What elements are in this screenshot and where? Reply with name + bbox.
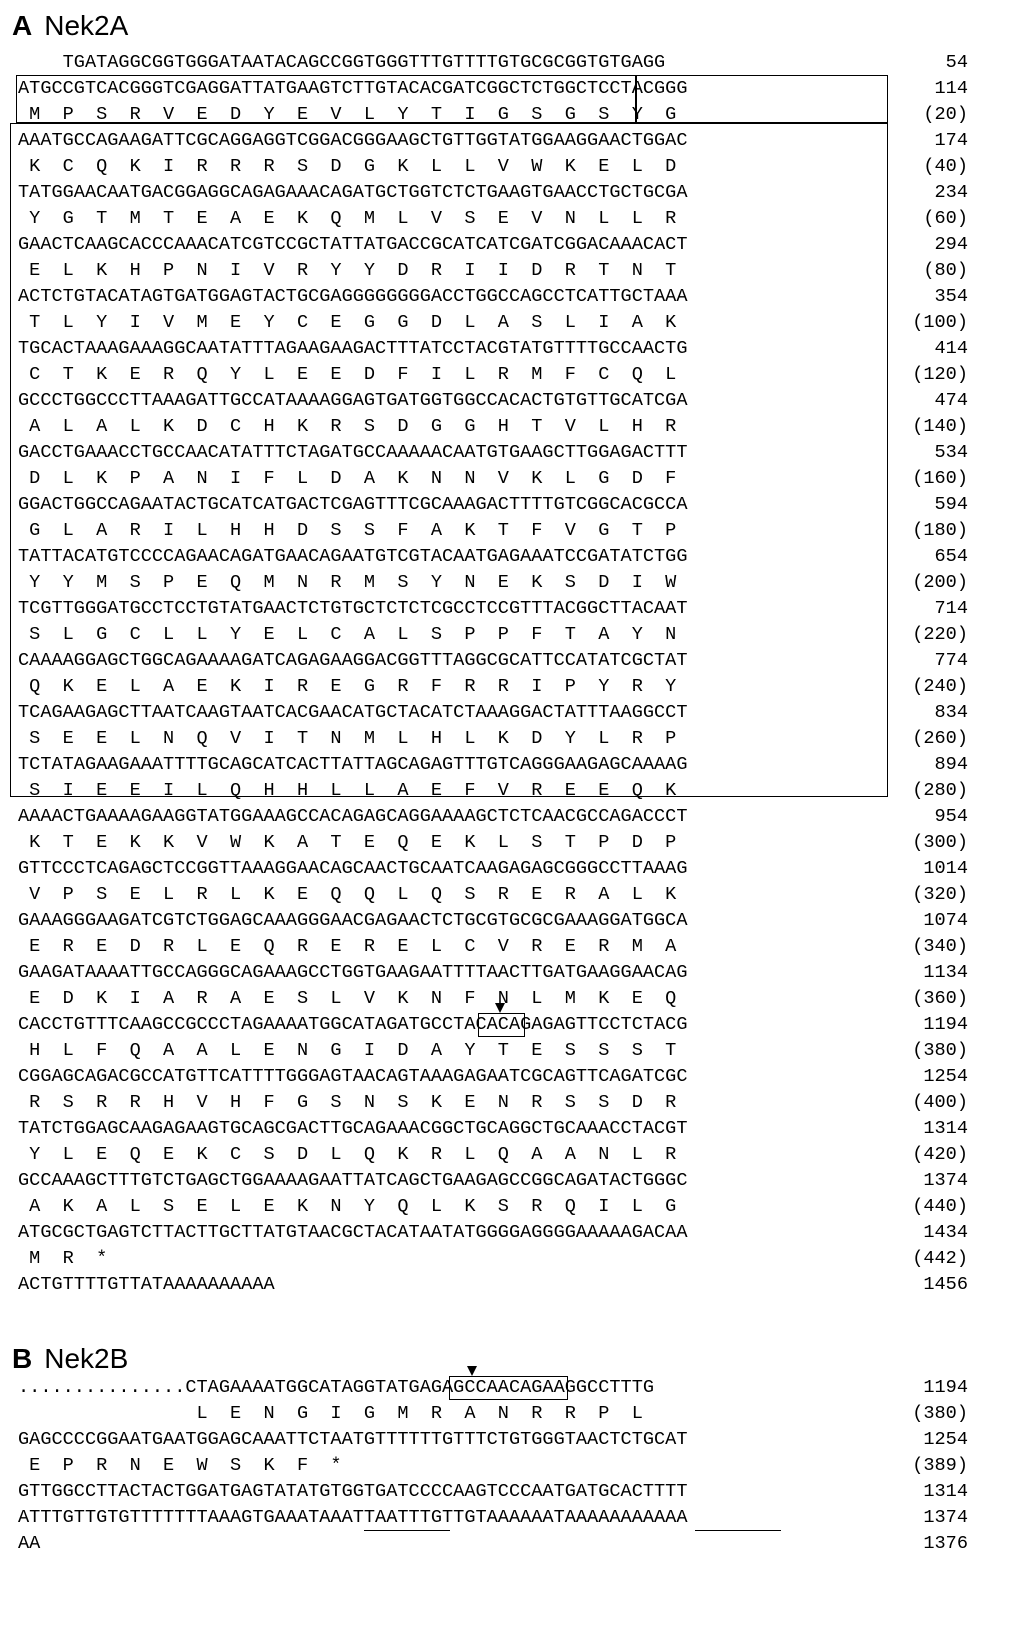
dna-sequence-line: GCCCTGGCCCTTAAAGATTGCCATAAAAGGAGTGATGGTGGCCACACTGTGTTGCATCGA	[18, 390, 688, 411]
amino-acid-line: A L A L K D C H K R S D G G H T V L H R	[18, 416, 677, 437]
polyadenylation-signal-underline	[695, 1530, 781, 1531]
nucleotide-position: 714	[934, 598, 968, 619]
dna-sequence-line: TGATAGGCGGTGGGATAATACAGCCGGTGGGTTTGTTTTGTGCGCGGTGTGAGG	[18, 52, 666, 73]
amino-acid-position: (380)	[912, 1403, 968, 1424]
amino-acid-line: Y L E Q E K C S D L Q K R L Q A A N L R	[18, 1144, 677, 1165]
nucleotide-position: 174	[934, 130, 968, 151]
amino-acid-position: (260)	[912, 728, 968, 749]
amino-acid-line: E R E D R L E Q R E R E L C V R E R M A	[18, 936, 677, 957]
nucleotide-position: 534	[934, 442, 968, 463]
amino-acid-line: C T K E R Q Y L E E D F I L R M F C Q L	[18, 364, 677, 385]
dna-sequence-line: TCGTTGGGATGCCTCCTGTATGAACTCTGTGCTCTCTCGCCTCCGTTTACGGCTTACAAT	[18, 598, 688, 619]
panel-letter: A	[12, 10, 33, 41]
polyadenylation-signal-underline	[364, 1530, 450, 1531]
nucleotide-position: 354	[934, 286, 968, 307]
nucleotide-position: 1376	[923, 1533, 968, 1554]
nucleotide-position: 1074	[923, 910, 968, 931]
dna-sequence-line: GAACTCAAGCACCCAAACATCGTCCGCTATTATGACCGCATCATCGATCGGACAAACACT	[18, 234, 688, 255]
nucleotide-position: 1254	[923, 1066, 968, 1087]
amino-acid-line: T L Y I V M E Y C E G G D L A S L I A K	[18, 312, 677, 333]
nucleotide-position: 894	[934, 754, 968, 775]
amino-acid-line: S L G C L L Y E L C A L S P P F T A Y N	[18, 624, 677, 645]
amino-acid-line: A K A L S E L E K N Y Q L K S R Q I L G	[18, 1196, 677, 1217]
amino-acid-position: (360)	[912, 988, 968, 1009]
dna-sequence-line: GAAAGGGAAGATCGTCTGGAGCAAAGGGAACGAGAACTCTGCGTGCGCGAAAGGATGGCA	[18, 910, 688, 931]
amino-acid-line: H L F Q A A L E N G I D A Y T E S S S T	[18, 1040, 677, 1061]
amino-acid-line: Q K E L A E K I R E G R F R R I P Y R Y	[18, 676, 677, 697]
amino-acid-position: (300)	[912, 832, 968, 853]
amino-acid-position: (180)	[912, 520, 968, 541]
dna-sequence-line: ATTTGTTGTGTTTTTTTAAAGTGAAATAAATTAATTTGTTGTAAAAAATAAAAAAAAAAA	[18, 1507, 688, 1528]
amino-acid-position: (420)	[912, 1144, 968, 1165]
panel-title: Nek2B	[44, 1343, 129, 1374]
amino-acid-position: (40)	[923, 156, 968, 177]
amino-acid-position: (380)	[912, 1040, 968, 1061]
nucleotide-position: 1374	[923, 1170, 968, 1191]
panel-title: Nek2A	[44, 10, 129, 41]
panel-label	[12, 10, 128, 42]
dna-sequence-line: ATGCCGTCACGGGTCGAGGATTATGAAGTCTTGTACACGATCGGCTCTGGCTCCTACGGG	[18, 78, 688, 99]
amino-acid-position: (389)	[912, 1455, 968, 1476]
amino-acid-line: M R *	[18, 1248, 108, 1269]
nucleotide-position: 414	[934, 338, 968, 359]
dna-sequence-line: TATGGAACAATGACGGAGGCAGAGAAACAGATGCTGGTCTCTGAAGTGAACCTGCTGCGA	[18, 182, 688, 203]
nucleotide-position: 834	[934, 702, 968, 723]
amino-acid-position: (80)	[923, 260, 968, 281]
amino-acid-line: K T E K K V W K A T E Q E K L S T P D P	[18, 832, 677, 853]
nucleotide-position: 774	[934, 650, 968, 671]
amino-acid-position: (442)	[912, 1248, 968, 1269]
dna-sequence-line: GTTGGCCTTACTACTGGATGAGTATATGTGGTGATCCCCAAGTCCCAATGATGCACTTTT	[18, 1481, 688, 1502]
dna-sequence-line: AA	[18, 1533, 41, 1554]
nucleotide-position: 1194	[923, 1014, 968, 1035]
nucleotide-position: 474	[934, 390, 968, 411]
dna-sequence-line: GAAGATAAAATTGCCAGGGCAGAAAGCCTGGTGAAGAATTTTAACTTGATGAAGGAACAG	[18, 962, 688, 983]
nucleotide-position: 654	[934, 546, 968, 567]
nucleotide-position: 1314	[923, 1481, 968, 1502]
amino-acid-line: E P R N E W S K F *	[18, 1455, 342, 1476]
amino-acid-line: D L K P A N I F L D A K N N V K L G D F	[18, 468, 677, 489]
amino-acid-line: L E N G I G M R A N R R P L	[18, 1403, 643, 1424]
dna-sequence-line: TCAGAAGAGCTTAATCAAGTAATCACGAACATGCTACATCTAAAGGACTATTTAAGGCCT	[18, 702, 688, 723]
amino-acid-position: (200)	[912, 572, 968, 593]
amino-acid-line: S E E L N Q V I T N M L H L K D Y L R P	[18, 728, 677, 749]
amino-acid-line: M P S R V E D Y E V L Y T I G S G S Y G	[18, 104, 677, 125]
dna-sequence-line: GCCAAAGCTTTGTCTGAGCTGGAAAAGAATTATCAGCTGAAGAGCCGGCAGATACTGGGC	[18, 1170, 688, 1191]
nucleotide-position: 1194	[923, 1377, 968, 1398]
amino-acid-line: E L K H P N I V R Y Y D R I I D R T N T	[18, 260, 677, 281]
amino-acid-line: K C Q K I R R R S D G K L L V W K E L D	[18, 156, 677, 177]
nucleotide-position: 1434	[923, 1222, 968, 1243]
dna-sequence-line: AAAACTGAAAAGAAGGTATGGAAAGCCACAGAGCAGGAAAAGCTCTCAACGCCAGACCCT	[18, 806, 688, 827]
amino-acid-position: (60)	[923, 208, 968, 229]
dna-sequence-line: ...............CTAGAAAATGGCATAGGTATGAGAGCCAACAGAAGGCCTTTG	[18, 1377, 655, 1398]
amino-acid-position: (280)	[912, 780, 968, 801]
amino-acid-position: (340)	[912, 936, 968, 957]
nucleotide-position: 114	[934, 78, 968, 99]
amino-acid-position: (20)	[923, 104, 968, 125]
nucleotide-position: 594	[934, 494, 968, 515]
amino-acid-line: V P S E L R L K E Q Q L Q S R E R A L K	[18, 884, 677, 905]
amino-acid-line: R S R R H V H F G S N S K E N R S S D R	[18, 1092, 677, 1113]
nucleotide-position: 54	[945, 52, 968, 73]
dna-sequence-line: ATGCGCTGAGTCTTACTTGCTTATGTAACGCTACATAATATGGGGAGGGGAAAAAGACAA	[18, 1222, 688, 1243]
dna-sequence-line: CAAAAGGAGCTGGCAGAAAAGATCAGAGAAGGACGGTTTAGGCGCATTCCATATCGCTAT	[18, 650, 688, 671]
panel-label	[12, 1343, 128, 1375]
nucleotide-position: 1254	[923, 1429, 968, 1450]
nucleotide-position: 954	[934, 806, 968, 827]
amino-acid-line: E D K I A R A E S L V K N F N L M K E Q	[18, 988, 677, 1009]
splice-arrow-icon	[495, 1003, 505, 1013]
dna-sequence-line: CGGAGCAGACGCCATGTTCATTTTGGGAGTAACAGTAAAGAGAATCGCAGTTCAGATCGC	[18, 1066, 688, 1087]
dna-sequence-line: TCTATAGAAGAAATTTTGCAGCATCACTTATTAGCAGAGTTTGTCAGGGAAGAGCAAAAG	[18, 754, 688, 775]
dna-sequence-line: GGACTGGCCAGAATACTGCATCATGACTCGAGTTTCGCAAAGACTTTTGTCGGCACGCCA	[18, 494, 688, 515]
nucleotide-position: 294	[934, 234, 968, 255]
amino-acid-position: (320)	[912, 884, 968, 905]
nucleotide-position: 234	[934, 182, 968, 203]
amino-acid-line: S I E E I L Q H H L L A E F V R E E Q K	[18, 780, 677, 801]
dna-sequence-line: GTTCCCTCAGAGCTCCGGTTAAAGGAACAGCAACTGCAATCAAGAGAGCGGGCCTTAAAG	[18, 858, 688, 879]
nucleotide-position: 1314	[923, 1118, 968, 1139]
nucleotide-position: 1014	[923, 858, 968, 879]
amino-acid-position: (120)	[912, 364, 968, 385]
amino-acid-line: Y G T M T E A E K Q M L V S E V N L L R	[18, 208, 677, 229]
dna-sequence-line: AAATGCCAGAAGATTCGCAGGAGGTCGGACGGGAAGCTGTTGGTATGGAAGGAACTGGAC	[18, 130, 688, 151]
amino-acid-position: (440)	[912, 1196, 968, 1217]
panel-letter: B	[12, 1343, 33, 1374]
amino-acid-position: (240)	[912, 676, 968, 697]
dna-sequence-line: GACCTGAAACCTGCCAACATATTTCTAGATGCCAAAAACAATGTGAAGCTTGGAGACTTT	[18, 442, 688, 463]
nucleotide-position: 1134	[923, 962, 968, 983]
dna-sequence-line: GAGCCCCGGAATGAATGGAGCAAATTCTAATGTTTTTTGTTTCTGTGGGTAACTCTGCAT	[18, 1429, 688, 1450]
dna-sequence-line: TATCTGGAGCAAGAGAAGTGCAGCGACTTGCAGAAACGGCTGCAGGCTGCAAACCTACGT	[18, 1118, 688, 1139]
nucleotide-position: 1374	[923, 1507, 968, 1528]
dna-sequence-line: CACCTGTTTCAAGCCGCCCTAGAAAATGGCATAGATGCCTACACAGAGAGTTCCTCTACG	[18, 1014, 688, 1035]
splice-arrow-icon	[467, 1366, 477, 1376]
amino-acid-position: (160)	[912, 468, 968, 489]
amino-acid-line: Y Y M S P E Q M N R M S Y N E K S D I W	[18, 572, 677, 593]
amino-acid-line: G L A R I L H H D S S F A K T F V G T P	[18, 520, 677, 541]
dna-sequence-line: TGCACTAAAGAAAGGCAATATTTAGAAGAAGACTTTATCCTACGTATGTTTTGCCAACTG	[18, 338, 688, 359]
amino-acid-position: (220)	[912, 624, 968, 645]
dna-sequence-line: ACTCTGTACATAGTGATGGAGTACTGCGAGGGGGGGGACCTGGCCAGCCTCATTGCTAAA	[18, 286, 688, 307]
amino-acid-position: (400)	[912, 1092, 968, 1113]
amino-acid-position: (100)	[912, 312, 968, 333]
amino-acid-position: (140)	[912, 416, 968, 437]
nucleotide-position: 1456	[923, 1274, 968, 1295]
dna-sequence-line: TATTACATGTCCCCAGAACAGATGAACAGAATGTCGTACAATGAGAAATCCGATATCTGG	[18, 546, 688, 567]
dna-sequence-line: ACTGTTTTGTTATAAAAAAAAAA	[18, 1274, 275, 1295]
